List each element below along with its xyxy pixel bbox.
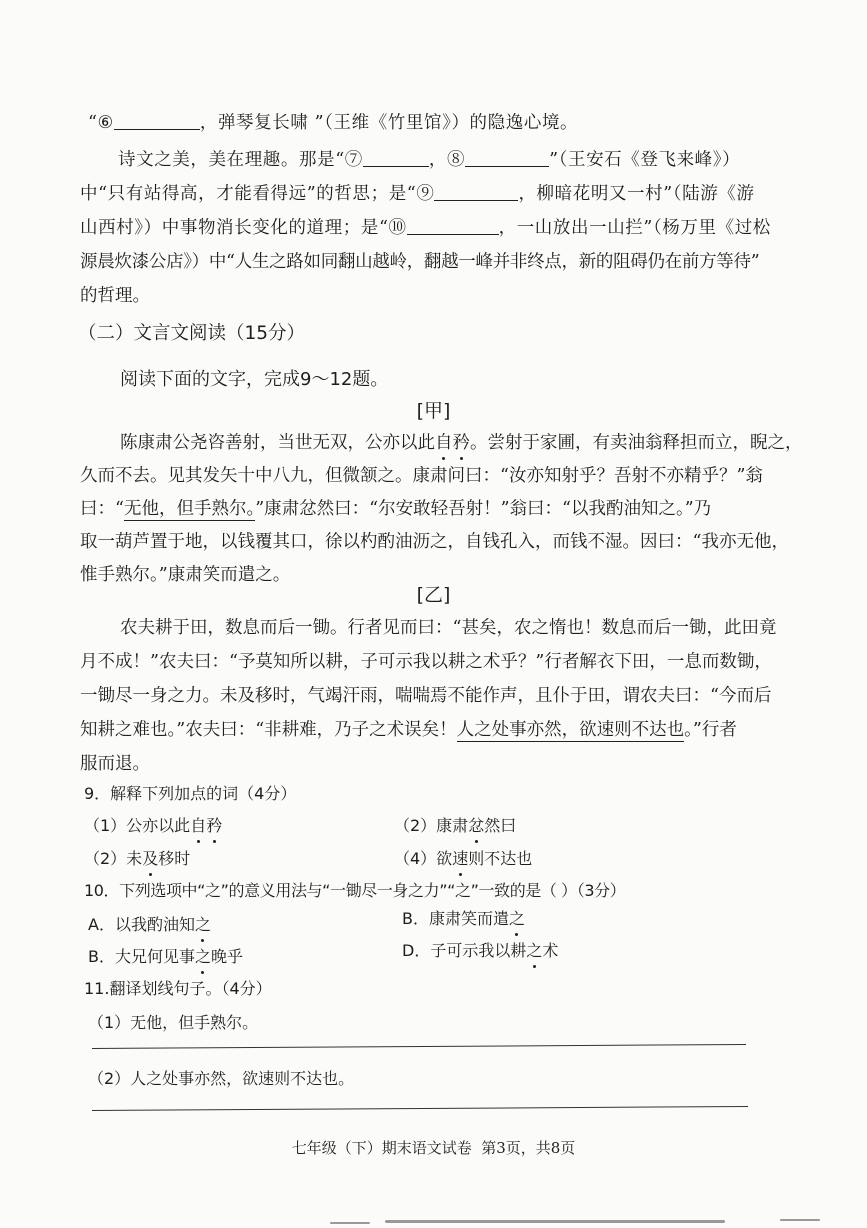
- poem-line-2: 诗文之美，美在理趣。那是“⑦ ，⑧ ”（王安石《登飞来峰》）: [118, 150, 741, 170]
- dotted-char: 之: [194, 947, 211, 966]
- jia-line-5: 惟手熟尔。”康肃笑而遣之。: [80, 565, 291, 585]
- q10-option-a: A．以我酌油知之: [88, 915, 211, 934]
- q9-item-4: （4）欲速则不达也: [394, 849, 533, 868]
- q10-option-c: B．大兄何见事之晚乎: [88, 947, 244, 966]
- dotted-char: 及: [142, 849, 159, 868]
- reading-instruction: 阅读下面的文字，完成9～12题。: [120, 369, 389, 390]
- dotted-char: 自: [435, 433, 453, 453]
- dotted-char: 自: [190, 816, 207, 835]
- section-title: （二）文言文阅读（15分）: [78, 323, 306, 344]
- q10-option-d: D．子可示我以耕之术: [402, 941, 559, 960]
- answer-blank-6[interactable]: [114, 112, 200, 130]
- q9-item-2: （2）康肃忿然曰: [394, 816, 517, 835]
- yi-line-3: 一锄尽一身之力。未及移时，气竭汗雨，喘喘焉不能作声，且仆于田，谓农夫曰：“今而后: [80, 686, 772, 706]
- jia-line-2: 久而不去。见其发矢十中八九，但微颔之。康肃问曰：“汝亦知射乎？吾射不亦精乎？”翁: [80, 466, 763, 486]
- answer-line-1[interactable]: [92, 1044, 746, 1049]
- dotted-char: 矜: [452, 433, 470, 453]
- dotted-char: 之: [508, 909, 525, 928]
- yi-line-5: 服而退。: [80, 754, 150, 774]
- answer-blank-9[interactable]: [434, 183, 518, 201]
- poem-line-3: 中“只有站得高，才能看得远”的哲思；是“⑨ ，柳暗花明又一村”（陆游《游: [80, 184, 755, 204]
- dotted-char: 速: [452, 849, 469, 868]
- q9-item-1: （1）公亦以此自矜: [84, 816, 223, 835]
- jia-line-4: 取一葫芦置于地，以钱覆其口，徐以杓酌油沥之，自钱孔入，而钱不湿。因曰：“我亦无他，: [80, 532, 789, 552]
- dotted-char: 之: [526, 941, 543, 960]
- page-footer: 七年级（下）期末语文试卷 第3页，共8页: [291, 1139, 576, 1157]
- answer-blank-7[interactable]: [363, 149, 429, 167]
- answer-blank-8[interactable]: [465, 149, 549, 167]
- q11-item-1: （1）无他，但手熟尔。: [88, 1013, 259, 1032]
- q10-option-b: B．康肃笑而遣之: [402, 909, 525, 928]
- jia-line-3: 曰：“无他，但手熟尔。”康肃忿然曰：“尔安敢轻吾射！”翁曰：“以我酌油知之。”乃: [80, 499, 712, 519]
- scan-artifact: [330, 1222, 370, 1224]
- blank-number-9: ⑨: [416, 184, 435, 204]
- yi-line-2: 月不成！”农夫曰：“予莫知所以耕，子可示我以耕之术乎？”行者解衣下田，一息而数锄，: [80, 652, 772, 672]
- poem-line-6: 的哲理。: [80, 286, 150, 306]
- scan-artifact: [780, 1219, 820, 1221]
- dotted-char: 矜: [206, 816, 223, 835]
- q9-item-3: （2）未及移时: [84, 849, 191, 868]
- dotted-char: 之: [194, 915, 211, 934]
- poem-line-4: 山西村》）中事物消长变化的道理；是“⑩ ，一山放出一山拦”（杨万里《过松: [80, 218, 771, 238]
- question-9: 9．解释下列加点的词（4分）: [84, 784, 297, 803]
- blank-number-8: ⑧: [446, 150, 466, 170]
- yi-line-4: 知耕之难也。”农夫曰：“非耕难，乃子之术误矣！人之处事亦然，欲速则不达也。”行者: [80, 720, 737, 740]
- blank-number-7: ⑦: [344, 150, 363, 170]
- answer-line-2[interactable]: [92, 1106, 748, 1111]
- passage-yi-heading: [乙]: [416, 584, 451, 606]
- jia-line-1: 陈康肃公尧咨善射，当世无双，公亦以此自矜。尝射于家圃，有卖油翁释担而立，睨之，: [120, 433, 803, 453]
- question-10: 10．下列选项中“之”的意义用法与“一锄尽一身之力”“之”一致的是（ ）（3分）: [84, 881, 626, 900]
- underlined-sentence-1: 无他，但手熟尔。: [123, 499, 256, 519]
- answer-blank-10[interactable]: [407, 217, 499, 235]
- blank-number-6: ⑥: [97, 113, 114, 133]
- question-11: 11.翻译划线句子。（4分）: [84, 979, 272, 998]
- poem-line-5: 源晨炊漆公店》）中“人生之路如同翻山越岭，翻越一峰并非终点，新的阻碍仍在前方等待”: [80, 252, 760, 272]
- blank-number-10: ⑩: [388, 218, 407, 238]
- passage-jia-heading: [甲]: [416, 400, 451, 422]
- q11-item-2: （2）人之处事亦然，欲速则不达也。: [88, 1069, 355, 1088]
- scan-artifact: [385, 1220, 725, 1223]
- underlined-sentence-2: 人之处事亦然，欲速则不达也: [456, 720, 685, 740]
- dotted-char: 忿: [468, 816, 485, 835]
- yi-line-1: 农夫耕于田，数息而后一锄。行者见而曰：“甚矣，农之惰也！数息而后一锄，此田竟: [120, 618, 777, 638]
- poem-line-1: “⑥ ，弹琴复长啸 ”（王维《竹里馆》）的隐逸心境。: [88, 113, 579, 133]
